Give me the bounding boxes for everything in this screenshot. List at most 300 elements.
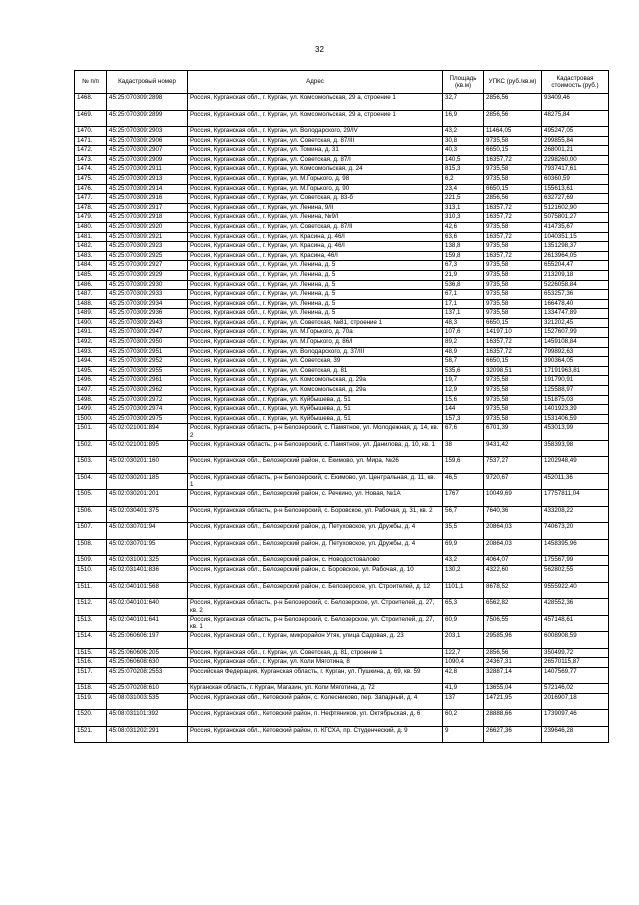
cadastral-number: 45:25:070309:2975 — [107, 414, 188, 424]
upks: 16357,72 — [484, 338, 542, 348]
table-row — [75, 280, 609, 290]
cadastral-value: 191790,91 — [542, 376, 609, 386]
cadastral-value: 1458395,96 — [542, 539, 609, 556]
area: 313,1 — [443, 203, 484, 213]
cadastral-value: 5075801,27 — [542, 213, 609, 223]
cadastral-number: 45:25:070309:2961 — [107, 376, 188, 386]
cadastral-number: 45:25:070309:2909 — [107, 155, 188, 165]
row-index: 1499. — [75, 405, 107, 415]
page-number: 32 — [315, 45, 324, 54]
cadastral-number: 45:25:070309:2930 — [107, 280, 188, 290]
area: 19,7 — [443, 376, 484, 386]
row-index: 1511. — [75, 582, 107, 599]
table-row — [75, 318, 609, 328]
area: 67,3 — [443, 261, 484, 271]
table-row — [75, 539, 609, 556]
address: Российская Федерация, Курганская область, г. Курган, ул. Пушкина, д. 69, кв. 59 — [188, 667, 443, 684]
address: Россия, Курганская обл., Кетовский район, п. КГСХА, пр. Студенческий, д. 9 — [188, 726, 443, 743]
row-index: 1505. — [75, 490, 107, 507]
area: 159,8 — [443, 251, 484, 261]
address: Россия, Курганская область, р-н Белозерский, с. Боровское, ул. Рабочая, д. 31, кв. 2 — [188, 506, 443, 523]
address: Россия, Курганская обл., Белозерский район, д. Петуховское, ул. Дружбы, д. 4 — [188, 523, 443, 540]
upks: 20864,03 — [484, 523, 542, 540]
upks: 16357,72 — [484, 232, 542, 242]
cadastral-value: 151875,03 — [542, 395, 609, 405]
table-row — [75, 290, 609, 300]
cadastral-number: 45:25:070309:2927 — [107, 261, 188, 271]
upks: 9431,42 — [484, 440, 542, 457]
address: Россия, Курганская обл., г. Курган, ул. Комсомольская, д. 24 — [188, 165, 443, 175]
cadastral-number: 45:02:021001:895 — [107, 440, 188, 457]
address: Россия, Курганская обл., г. Курган, ул. Советская, д. 87/I — [188, 155, 443, 165]
cadastral-value: 390364,05 — [542, 357, 609, 367]
row-index: 1521. — [75, 726, 107, 743]
area: 1767 — [443, 490, 484, 507]
header-cadastral-value: Кадастровая стоимость (руб.) — [542, 71, 609, 94]
cadastral-value: 453013,99 — [542, 424, 609, 441]
table-row — [75, 213, 609, 223]
row-index: 1486. — [75, 280, 107, 290]
row-index: 1519. — [75, 693, 107, 710]
row-index: 1501. — [75, 424, 107, 441]
address: Россия, Курганская обл., Белозерский район, с. Речкино, ул. Новая, №1А — [188, 490, 443, 507]
table-row — [75, 347, 609, 357]
row-index: 1474. — [75, 165, 107, 175]
address: Россия, Курганская обл., г. Курган, ул. Ленина, 9/II — [188, 203, 443, 213]
area: 43,2 — [443, 556, 484, 566]
upks: 9735,58 — [484, 414, 542, 424]
row-index: 1520. — [75, 710, 107, 727]
cadastral-number: 45:25:070309:2972 — [107, 395, 188, 405]
table-row — [75, 309, 609, 319]
area: 310,3 — [443, 213, 484, 223]
upks: 9735,58 — [484, 405, 542, 415]
upks: 28888,66 — [484, 710, 542, 727]
upks: 9735,58 — [484, 136, 542, 146]
area: 157,3 — [443, 414, 484, 424]
cadastral-number: 45:25:070309:2929 — [107, 270, 188, 280]
address: Россия, Курганская обл., г. Курган, ул. Советская, д. 87/II — [188, 222, 443, 232]
row-index: 1471. — [75, 136, 107, 146]
address: Россия, Курганская обл., г. Курган, ул. Красина, д. 46/I — [188, 232, 443, 242]
table-row — [75, 424, 609, 441]
cadastral-value: 6008908,59 — [542, 632, 609, 649]
cadastral-value: 5226058,84 — [542, 280, 609, 290]
table-body — [75, 94, 609, 743]
cadastral-number: 45:25:070208:2553 — [107, 667, 188, 684]
table-row — [75, 155, 609, 165]
table-row — [75, 386, 609, 396]
upks: 16357,72 — [484, 203, 542, 213]
header-area: Площадь (кв.м) — [443, 71, 484, 94]
upks: 6650,15 — [484, 357, 542, 367]
cadastral-number: 45:25:070309:2903 — [107, 127, 188, 137]
address: Россия, Курганская обл., Кетовский район, с. Колесниково, пер. Западный, д. 4 — [188, 693, 443, 710]
row-index: 1509. — [75, 556, 107, 566]
row-index: 1489. — [75, 309, 107, 319]
table-row — [75, 270, 609, 280]
upks: 20864,03 — [484, 539, 542, 556]
cadastral-number: 45:02:030401:375 — [107, 506, 188, 523]
address: Россия, Курганская область, р-н Белозерский, с. Екимово, ул. Центральная, д. 11, кв. 1 — [188, 473, 443, 490]
cadastral-number: 45:08:031202:291 — [107, 726, 188, 743]
address: Россия, Курганская обл., г. Курган, ул. Ленина, д. 5 — [188, 290, 443, 300]
cadastral-number: 45:25:070309:2934 — [107, 299, 188, 309]
table-row — [75, 684, 609, 694]
upks: 32887,14 — [484, 667, 542, 684]
upks: 4064,07 — [484, 556, 542, 566]
row-index: 1472. — [75, 146, 107, 156]
cadastral-number: 45:25:070309:2952 — [107, 357, 188, 367]
header-cadastral-number: Кадастровый номер — [107, 71, 188, 94]
area: 46,5 — [443, 473, 484, 490]
cadastral-number: 45:25:070309:2916 — [107, 194, 188, 204]
address: Курганская область, г. Курган, Магазин, ул. Коли Мяготина, д. 72 — [188, 684, 443, 694]
row-index: 1477. — [75, 194, 107, 204]
cadastral-value: 740673,20 — [542, 523, 609, 540]
upks: 9735,58 — [484, 242, 542, 252]
table-row — [75, 136, 609, 146]
address: Россия, Курганская обл., г. Курган, ул. Ленина, д. 5 — [188, 270, 443, 280]
upks: 9735,58 — [484, 309, 542, 319]
upks: 6650,15 — [484, 146, 542, 156]
address: Россия, Курганская обл., г. Курган, ул. Красина, 46/I — [188, 251, 443, 261]
address: Россия, Курганская обл., г. Курган, ул. Советская, д. 83-б — [188, 194, 443, 204]
table-row — [75, 338, 609, 348]
cadastral-value: 1401923,39 — [542, 405, 609, 415]
upks: 9735,58 — [484, 386, 542, 396]
cadastral-value: 2298260,00 — [542, 155, 609, 165]
cadastral-number: 45:25:070309:2943 — [107, 318, 188, 328]
area: 67,6 — [443, 424, 484, 441]
cadastral-number: 45:25:070309:2974 — [107, 405, 188, 415]
row-index: 1470. — [75, 127, 107, 137]
address: Россия, Курганская обл., г. Курган, ул. Володарского, 29/IV — [188, 127, 443, 137]
table-row — [75, 648, 609, 658]
table-row — [75, 242, 609, 252]
table-row — [75, 615, 609, 632]
table-row — [75, 582, 609, 599]
upks: 9735,58 — [484, 261, 542, 271]
area: 56,7 — [443, 506, 484, 523]
cadastral-value: 48275,84 — [542, 110, 609, 127]
address: Россия, Курганская обл., г. Курган, ул. Советская, д. 87/III — [188, 136, 443, 146]
area: 122,7 — [443, 648, 484, 658]
row-index: 1492. — [75, 338, 107, 348]
cadastral-value: 457148,61 — [542, 615, 609, 632]
row-index: 1495. — [75, 366, 107, 376]
address: Россия, Курганская обл., г. Курган, ул. Куйбышева, д. 51 — [188, 405, 443, 415]
table-row — [75, 667, 609, 684]
row-index: 1518. — [75, 684, 107, 694]
upks: 9720,67 — [484, 473, 542, 490]
address: Россия, Курганская обл., Белозерский район, с. Белозерское, ул. Строителей, д. 12 — [188, 582, 443, 599]
cadastral-number: 45:25:070309:2899 — [107, 110, 188, 127]
cadastral-number: 45:02:031001:325 — [107, 556, 188, 566]
row-index: 1479. — [75, 213, 107, 223]
upks: 9735,58 — [484, 174, 542, 184]
area: 58,7 — [443, 357, 484, 367]
table-row — [75, 523, 609, 540]
cadastral-value: 2016907,18 — [542, 693, 609, 710]
cadastral-value: 433208,22 — [542, 506, 609, 523]
table-row — [75, 261, 609, 271]
cadastral-value: 155613,61 — [542, 184, 609, 194]
area: 32,7 — [443, 94, 484, 111]
table-row — [75, 110, 609, 127]
upks: 7640,36 — [484, 506, 542, 523]
address: Россия, Курганская обл., г. Курган, ул. Томина, д. 31 — [188, 146, 443, 156]
address: Россия, Курганская область, р-н Белозерский, с. Белозерское, ул. Строителей, д. 27, кв. 1 — [188, 615, 443, 632]
row-index: 1476. — [75, 184, 107, 194]
cadastral-value: 1407569,77 — [542, 667, 609, 684]
row-index: 1510. — [75, 566, 107, 583]
cadastral-number: 45:25:070309:2955 — [107, 366, 188, 376]
upks: 9735,58 — [484, 299, 542, 309]
upks: 9735,58 — [484, 280, 542, 290]
cadastral-number: 45:25:060606:205 — [107, 648, 188, 658]
address: Россия, Курганская обл., г. Курган, ул. Советская, №81, строение 1 — [188, 318, 443, 328]
cadastral-value: 414735,67 — [542, 222, 609, 232]
cadastral-value: 452011,36 — [542, 473, 609, 490]
address: Россия, Курганская обл., Белозерский район, д. Петуховское, ул. Дружбы, д. 4 — [188, 539, 443, 556]
cadastral-number: 45:25:070309:2921 — [107, 232, 188, 242]
upks: 16357,72 — [484, 347, 542, 357]
upks: 9735,58 — [484, 290, 542, 300]
area: 42,6 — [443, 222, 484, 232]
area: 63,6 — [443, 232, 484, 242]
cadastral-number: 45:25:070309:2923 — [107, 242, 188, 252]
area: 16,9 — [443, 110, 484, 127]
table-row — [75, 395, 609, 405]
area: 89,2 — [443, 338, 484, 348]
table-row — [75, 203, 609, 213]
cadastral-number: 45:25:070309:2914 — [107, 184, 188, 194]
table-row — [75, 328, 609, 338]
cadastral-value: 9555922,40 — [542, 582, 609, 599]
cadastral-value: 495247,05 — [542, 127, 609, 137]
row-index: 1478. — [75, 203, 107, 213]
cadastral-value: 213209,18 — [542, 270, 609, 280]
cadastral-value: 239646,28 — [542, 726, 609, 743]
address: Россия, Курганская обл., г. Курган, ул. Советская, д. 81 — [188, 366, 443, 376]
address: Россия, Курганская обл., г. Курган, ул. М.Горького, д. 70а — [188, 328, 443, 338]
upks: 6650,15 — [484, 318, 542, 328]
cadastral-value: 166478,40 — [542, 299, 609, 309]
upks: 9735,58 — [484, 395, 542, 405]
upks: 32098,51 — [484, 366, 542, 376]
area: 12,9 — [443, 386, 484, 396]
address: Россия, Курганская обл., г. Курган, ул. М.Горького, д. 86/I — [188, 338, 443, 348]
upks: 14197,10 — [484, 328, 542, 338]
cadastral-value: 5121602,90 — [542, 203, 609, 213]
row-index: 1498. — [75, 395, 107, 405]
area: 30,8 — [443, 136, 484, 146]
cadastral-value: 1527607,99 — [542, 328, 609, 338]
address: Россия, Курганская обл., г. Курган, ул. Комсомольская, 29 а, строение 1 — [188, 94, 443, 111]
upks: 10049,69 — [484, 490, 542, 507]
row-index: 1482. — [75, 242, 107, 252]
cadastral-value: 321202,45 — [542, 318, 609, 328]
upks: 2856,56 — [484, 94, 542, 111]
area: 137,1 — [443, 309, 484, 319]
table-row — [75, 194, 609, 204]
cadastral-number: 45:25:060608:630 — [107, 658, 188, 668]
row-index: 1507. — [75, 523, 107, 540]
table-row — [75, 299, 609, 309]
area: 130,2 — [443, 566, 484, 583]
table-row — [75, 165, 609, 175]
area: 60,2 — [443, 710, 484, 727]
row-index: 1484. — [75, 261, 107, 271]
upks: 2856,56 — [484, 110, 542, 127]
row-index: 1487. — [75, 290, 107, 300]
area: 6,2 — [443, 174, 484, 184]
upks: 26627,36 — [484, 726, 542, 743]
area: 9 — [443, 726, 484, 743]
upks: 16357,72 — [484, 251, 542, 261]
row-index: 1516. — [75, 658, 107, 668]
area: 107,6 — [443, 328, 484, 338]
table-row — [75, 473, 609, 490]
row-index: 1506. — [75, 506, 107, 523]
address: Россия, Курганская обл., г. Курган, ул. Советская, д. 81, строение 1 — [188, 648, 443, 658]
cadastral-value: 358393,98 — [542, 440, 609, 457]
upks: 6650,15 — [484, 184, 542, 194]
address: Россия, Курганская обл., г. Курган, ул. Куйбышева, д. 51 — [188, 414, 443, 424]
cadastral-value: 2613964,05 — [542, 251, 609, 261]
area: 35,5 — [443, 523, 484, 540]
cadastral-number: 45:25:070309:2950 — [107, 338, 188, 348]
row-index: 1490. — [75, 318, 107, 328]
area: 21,9 — [443, 270, 484, 280]
address: Россия, Курганская обл., г. Курган, ул. Красина, д. 46/I — [188, 242, 443, 252]
cadastral-number: 45:25:070309:2917 — [107, 203, 188, 213]
area: 40,3 — [443, 146, 484, 156]
upks: 11464,05 — [484, 127, 542, 137]
area: 17,1 — [443, 299, 484, 309]
row-index: 1494. — [75, 357, 107, 367]
area: 144 — [443, 405, 484, 415]
row-index: 1496. — [75, 376, 107, 386]
cadastral-value: 93409,46 — [542, 94, 609, 111]
table-row — [75, 556, 609, 566]
area: 48,9 — [443, 347, 484, 357]
upks: 24367,31 — [484, 658, 542, 668]
cadastral-number: 45:25:070309:2906 — [107, 136, 188, 146]
cadastral-number: 45:25:070309:2962 — [107, 386, 188, 396]
cadastral-number: 45:02:030701:95 — [107, 539, 188, 556]
table-row — [75, 599, 609, 616]
cadastral-value: 26570115,87 — [542, 658, 609, 668]
cadastral-value: 428552,36 — [542, 599, 609, 616]
row-index: 1468. — [75, 94, 107, 111]
cadastral-number: 45:08:031003:535 — [107, 693, 188, 710]
row-index: 1502. — [75, 440, 107, 457]
address: Россия, Курганская обл., г. Курган, ул. Комсомольская, д. 29а — [188, 386, 443, 396]
cadastral-number: 45:02:040101:640 — [107, 599, 188, 616]
table-row — [75, 376, 609, 386]
upks: 9735,58 — [484, 376, 542, 386]
row-index: 1475. — [75, 174, 107, 184]
upks: 4322,60 — [484, 566, 542, 583]
row-index: 1469. — [75, 110, 107, 127]
table-row — [75, 127, 609, 137]
area: 41,9 — [443, 684, 484, 694]
upks: 29585,96 — [484, 632, 542, 649]
cadastral-value: 562802,55 — [542, 566, 609, 583]
upks: 8678,52 — [484, 582, 542, 599]
cadastral-number: 45:25:070309:2907 — [107, 146, 188, 156]
cadastral-number: 45:25:070309:2911 — [107, 165, 188, 175]
row-index: 1500. — [75, 414, 107, 424]
upks: 6701,39 — [484, 424, 542, 441]
row-index: 1488. — [75, 299, 107, 309]
address: Россия, Курганская обл., г. Курган, ул. М.Горького, д. 90 — [188, 184, 443, 194]
row-index: 1491. — [75, 328, 107, 338]
address: Россия, Курганская обл., г. Курган, микрорайон Утяк, улица Садовая, д. 23 — [188, 632, 443, 649]
row-index: 1513. — [75, 615, 107, 632]
area: 69,9 — [443, 539, 484, 556]
table-row — [75, 366, 609, 376]
cadastral-value: 632727,69 — [542, 194, 609, 204]
upks: 7537,27 — [484, 457, 542, 474]
row-index: 1514. — [75, 632, 107, 649]
area: 60,9 — [443, 615, 484, 632]
row-index: 1517. — [75, 667, 107, 684]
cadastral-table — [74, 70, 609, 743]
upks: 7506,55 — [484, 615, 542, 632]
upks: 14721,95 — [484, 693, 542, 710]
cadastral-value: 1739097,46 — [542, 710, 609, 727]
cadastral-value: 1040351,15 — [542, 232, 609, 242]
area: 42,8 — [443, 667, 484, 684]
address: Россия, Курганская обл., Белозерский район, с. Новодостовалово — [188, 556, 443, 566]
cadastral-number: 45:02:030201:201 — [107, 490, 188, 507]
table-row — [75, 693, 609, 710]
area: 535,6 — [443, 366, 484, 376]
table-row — [75, 146, 609, 156]
cadastral-number: 45:02:040101:568 — [107, 582, 188, 599]
table-row — [75, 632, 609, 649]
header-index: № п/п — [75, 71, 107, 94]
header-address: Адрес — [188, 71, 443, 94]
table-row — [75, 490, 609, 507]
cadastral-value: 60360,59 — [542, 174, 609, 184]
cadastral-number: 45:02:030201:185 — [107, 473, 188, 490]
cadastral-value: 17191963,81 — [542, 366, 609, 376]
cadastral-number: 45:25:070309:2925 — [107, 251, 188, 261]
cadastral-value: 1351298,37 — [542, 242, 609, 252]
area: 1101,1 — [443, 582, 484, 599]
area: 536,8 — [443, 280, 484, 290]
cadastral-number: 45:02:031401:836 — [107, 566, 188, 583]
cadastral-value: 1531406,59 — [542, 414, 609, 424]
area: 67,1 — [443, 290, 484, 300]
cadastral-number: 45:02:021001:894 — [107, 424, 188, 441]
row-index: 1503. — [75, 457, 107, 474]
address: Россия, Курганская обл., г. Курган, ул. Володарского, д. 37/III — [188, 347, 443, 357]
cadastral-value: 1334747,89 — [542, 309, 609, 319]
cadastral-number: 45:25:070309:2918 — [107, 213, 188, 223]
area: 140,5 — [443, 155, 484, 165]
address: Россия, Курганская обл., г. Курган, ул. Ленина, д. 5 — [188, 261, 443, 271]
upks: 16357,72 — [484, 213, 542, 223]
address: Россия, Курганская обл., Белозерский район, с. Екимово, ул. Мира, №26 — [188, 457, 443, 474]
address: Россия, Курганская область, р-н Белозерский, с. Памятное, ул. Данилова, д. 10, кв. 1 — [188, 440, 443, 457]
table-row — [75, 222, 609, 232]
area: 137 — [443, 693, 484, 710]
